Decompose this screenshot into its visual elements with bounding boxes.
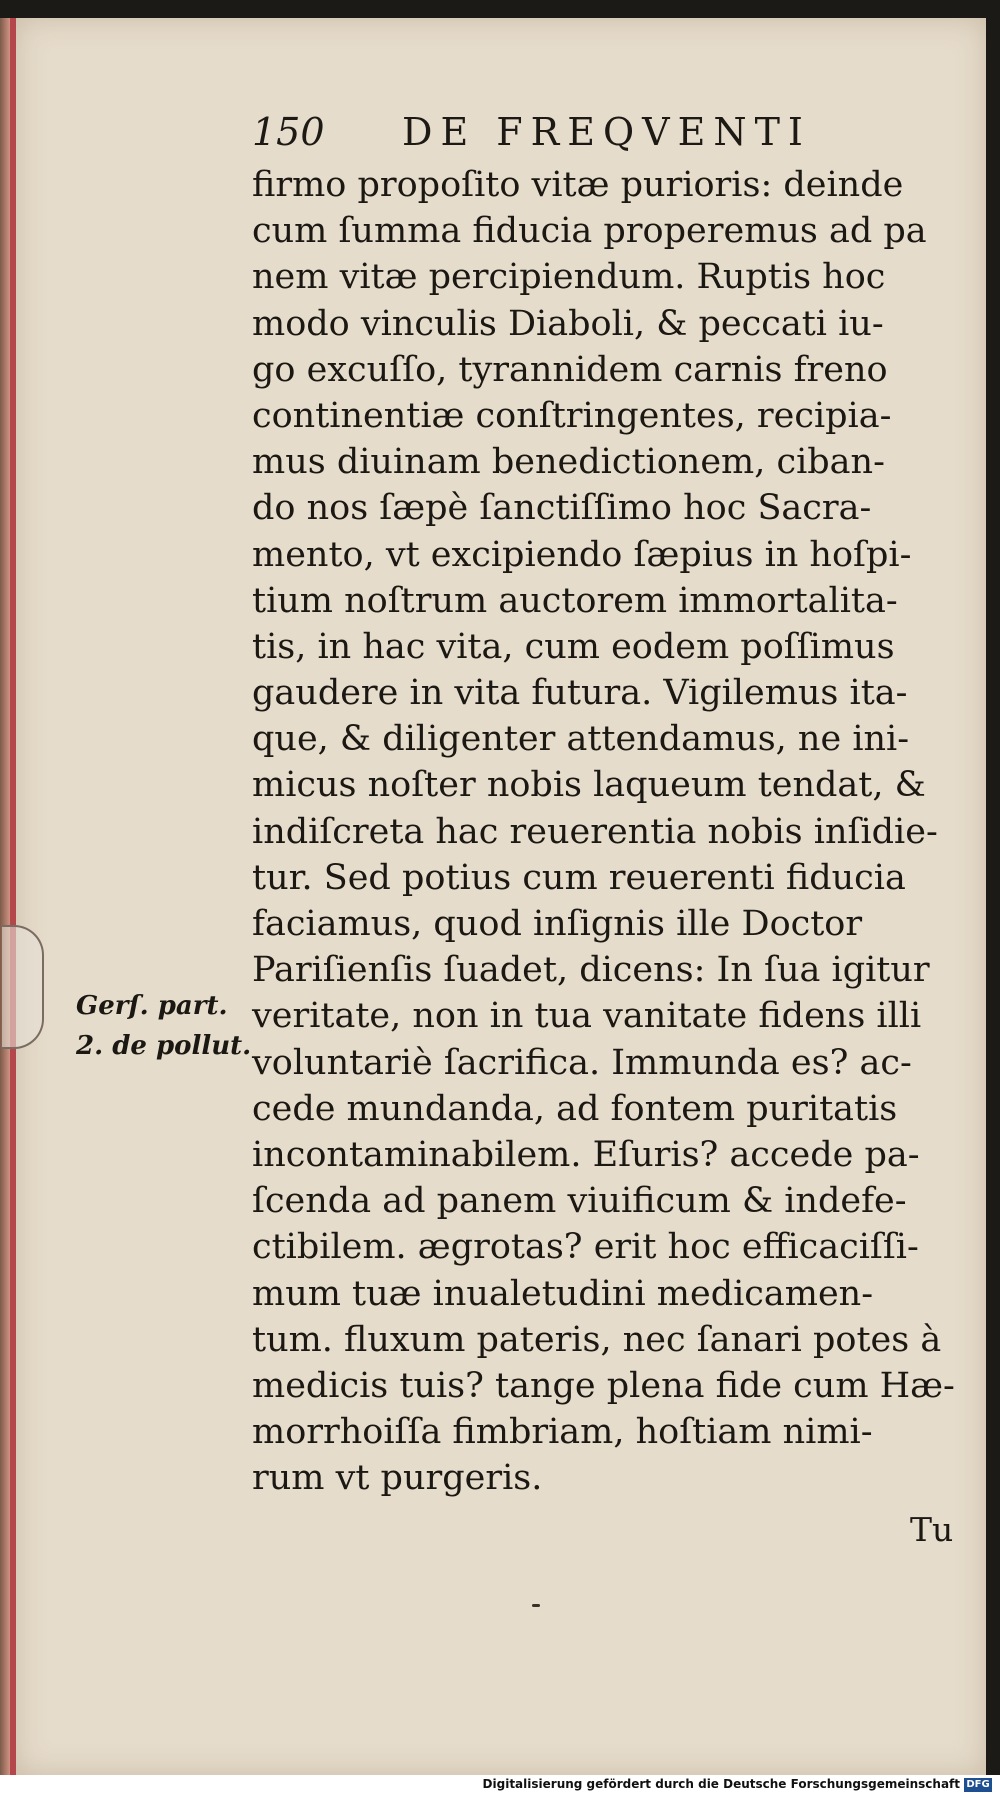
running-title: DE FREQVENTI <box>402 110 811 154</box>
text-line: micus noſter nobis laqueum tendat, & <box>252 765 926 806</box>
text-line: incontaminabilem. Eſuris? accede pa- <box>252 1134 920 1175</box>
text-line: go excuſſo, tyrannidem carnis freno <box>252 349 888 390</box>
dfg-logo: DFG <box>964 1778 992 1792</box>
text-line: voluntariè ſacrifica. Immunda es? ac- <box>252 1042 912 1083</box>
text-line: cum ſumma fiducia properemus ad pa <box>252 211 927 252</box>
text-line: tur. Sed potius cum reuerenti fiducia <box>252 857 906 898</box>
text-line: morrhoiſſa fimbriam, hoſtiam nimi- <box>252 1412 873 1453</box>
digitization-credit: Digitalisierung gefördert durch die Deutsche Forschungsgemeinschaft <box>482 1777 960 1791</box>
text-line: rum vt purgeris. <box>252 1458 543 1499</box>
marginal-note-line: 2. de pollut. <box>76 1031 252 1061</box>
body-text <box>252 162 962 1501</box>
text-line: mento, vt excipiendo ſæpius in hoſpi- <box>252 534 912 575</box>
marginal-note <box>76 986 256 1066</box>
marginal-note-line: Gerſ. part. <box>76 991 228 1021</box>
text-line: medicis tuis? tange plena fide cum Hæ- <box>252 1365 955 1406</box>
text-line: mus diuinam benedictionem, ciban- <box>252 442 885 483</box>
page-number: 150 <box>252 110 325 154</box>
text-line: Pariſienſis ſuadet, dicens: In ſua igitur <box>252 950 930 991</box>
text-line: gaudere in vita futura. Vigilemus ita- <box>252 673 908 714</box>
page-clip <box>2 925 44 1049</box>
page-header <box>252 110 832 158</box>
text-line: faciamus, quod inſignis ille Doctor <box>252 904 863 944</box>
ink-speck <box>532 1604 540 1607</box>
text-line: cede mundanda, ad fontem puritatis <box>252 1088 898 1129</box>
text-line: tium noſtrum auctorem immortalita- <box>252 580 898 621</box>
text-line: modo vinculis Diaboli, & peccati iu- <box>252 303 884 344</box>
text-line: que, & diligenter attendamus, ne ini- <box>252 719 910 760</box>
text-line: tum. fluxum pateris, nec ſanari potes à <box>252 1319 942 1360</box>
text-line: mum tuæ inualetudini medicamen- <box>252 1273 874 1314</box>
text-line: veritate, non in tua vanitate fidens illi <box>252 996 922 1037</box>
text-line: indiſcreta hac reuerentia nobis inſidie- <box>252 811 938 852</box>
text-line: continentiæ conſtringentes, recipia- <box>252 395 892 436</box>
text-line: ctibilem. ægrotas? erit hoc efficaciſſi- <box>252 1227 919 1268</box>
text-line: firmo propoſito vitæ purioris: deinde <box>252 165 904 205</box>
text-line: tis, in hac vita, cum eodem poſſimus <box>252 626 895 667</box>
text-line: ſcenda ad panem viuificum & indefe- <box>252 1181 907 1222</box>
text-line: do nos ſæpè ſanctiſſimo hoc Sacra- <box>252 488 872 529</box>
catchword: Tu <box>910 1510 954 1549</box>
text-line: nem vitæ percipiendum. Ruptis hoc <box>252 257 886 298</box>
